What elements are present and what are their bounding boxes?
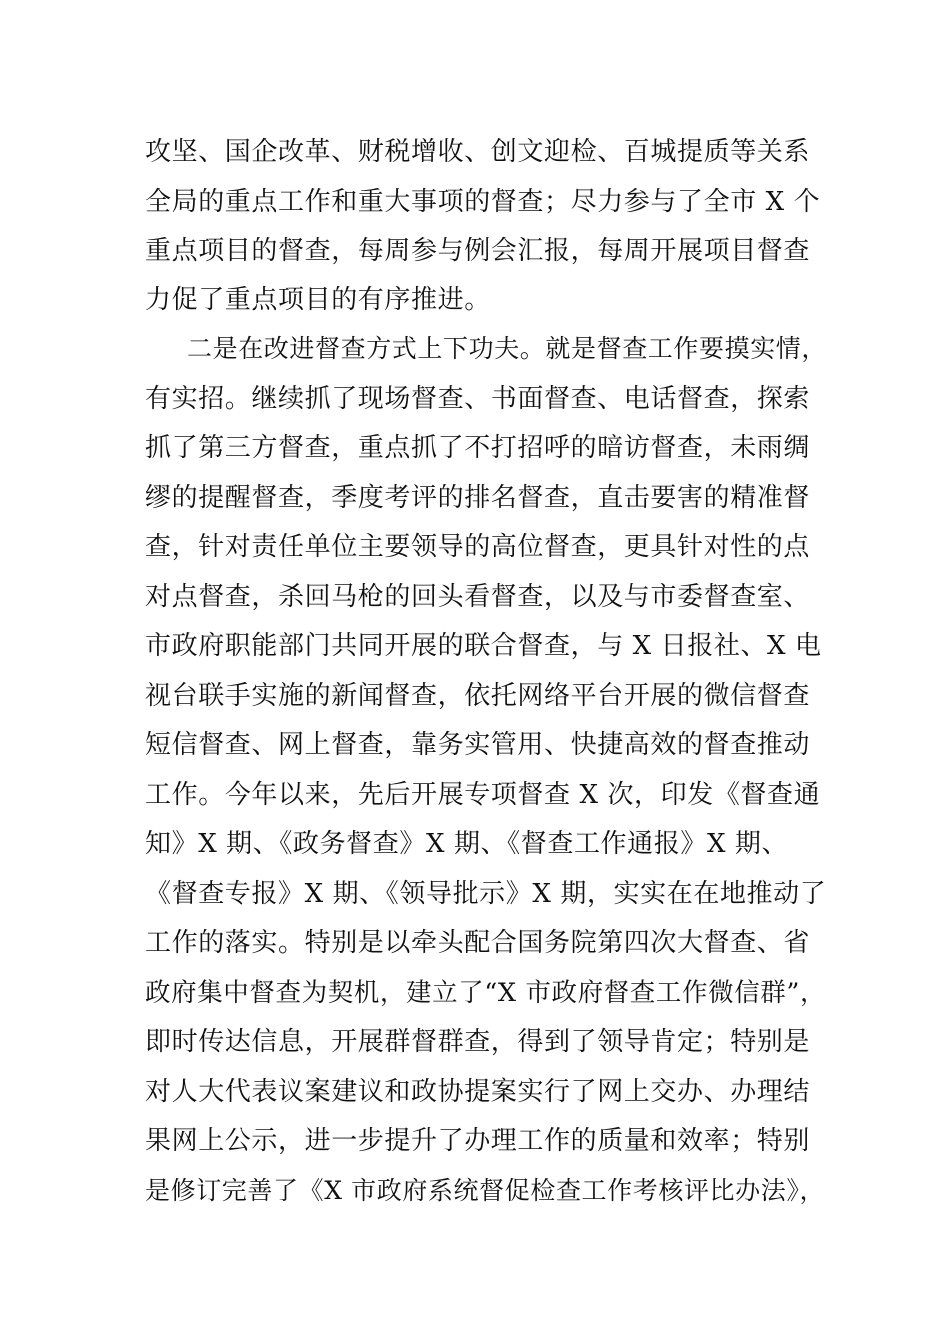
text-line-9: 查，针对责任单位主要领导的高位督查，更具针对性的点 bbox=[145, 532, 811, 562]
text-line-6: 有实招。继续抓了现场督查、书面督查、电话督查，探索 bbox=[145, 384, 811, 414]
text-line-16: 《督查专报》X 期、《领导批示》X 期，实实在在地推动了 bbox=[145, 879, 827, 909]
text-line-19: 即时传达信息，开展群督群查，得到了领导肯定；特别是 bbox=[145, 1027, 811, 1057]
paragraph-start-line: 二是在改进督查方式上下功夫。就是督查工作要摸实情， bbox=[187, 334, 828, 363]
text-line-21: 果网上公示，进一步提升了办理工作的质量和效率；特别 bbox=[145, 1126, 811, 1156]
text-line-11: 市政府职能部门共同开展的联合督查，与 X 日报社、X 电 bbox=[145, 631, 822, 661]
text-line-10: 对点督查，杀回马枪的回头看督查，以及与市委督查室、 bbox=[145, 582, 811, 612]
text-line-8: 缪的提醒督查，季度考评的排名督查，直击要害的精准督 bbox=[145, 483, 811, 513]
text-line-14: 工作。今年以来，先后开展专项督查 X 次，印发《督查通 bbox=[145, 780, 821, 810]
text-line-1: 攻坚、国企改革、财税增收、创文迎检、百城提质等关系 bbox=[145, 137, 811, 167]
text-line-4: 力促了重点项目的有序推进。 bbox=[145, 285, 491, 315]
text-line-13: 短信督查、网上督查，靠务实管用、快捷高效的督查推动 bbox=[145, 730, 811, 760]
text-line-22: 是修订完善了《X 市政府系统督促检查工作考核评比办法》， bbox=[145, 1176, 826, 1205]
text-line-12: 视台联手实施的新闻督查，依托网络平台开展的微信督查 bbox=[145, 681, 811, 711]
text-line-17: 工作的落实。特别是以牵头配合国务院第四次大督查、省 bbox=[145, 928, 811, 958]
text-line-15: 知》X 期、《政务督查》X 期、《督查工作通报》X 期、 bbox=[145, 829, 789, 859]
text-line-20: 对人大代表议案建议和政协提案实行了网上交办、办理结 bbox=[145, 1077, 811, 1107]
text-line-7: 抓了第三方督查，重点抓了不打招呼的暗访督查，未雨绸 bbox=[145, 433, 811, 463]
text-line-2: 全局的重点工作和重大事项的督查；尽力参与了全市 X 个 bbox=[145, 187, 821, 217]
text-line-18: 政府集中督查为契机，建立了“X 市政府督查工作微信群”， bbox=[145, 978, 827, 1008]
text-line-3: 重点项目的督查，每周参与例会汇报，每周开展项目督查 bbox=[145, 236, 811, 266]
